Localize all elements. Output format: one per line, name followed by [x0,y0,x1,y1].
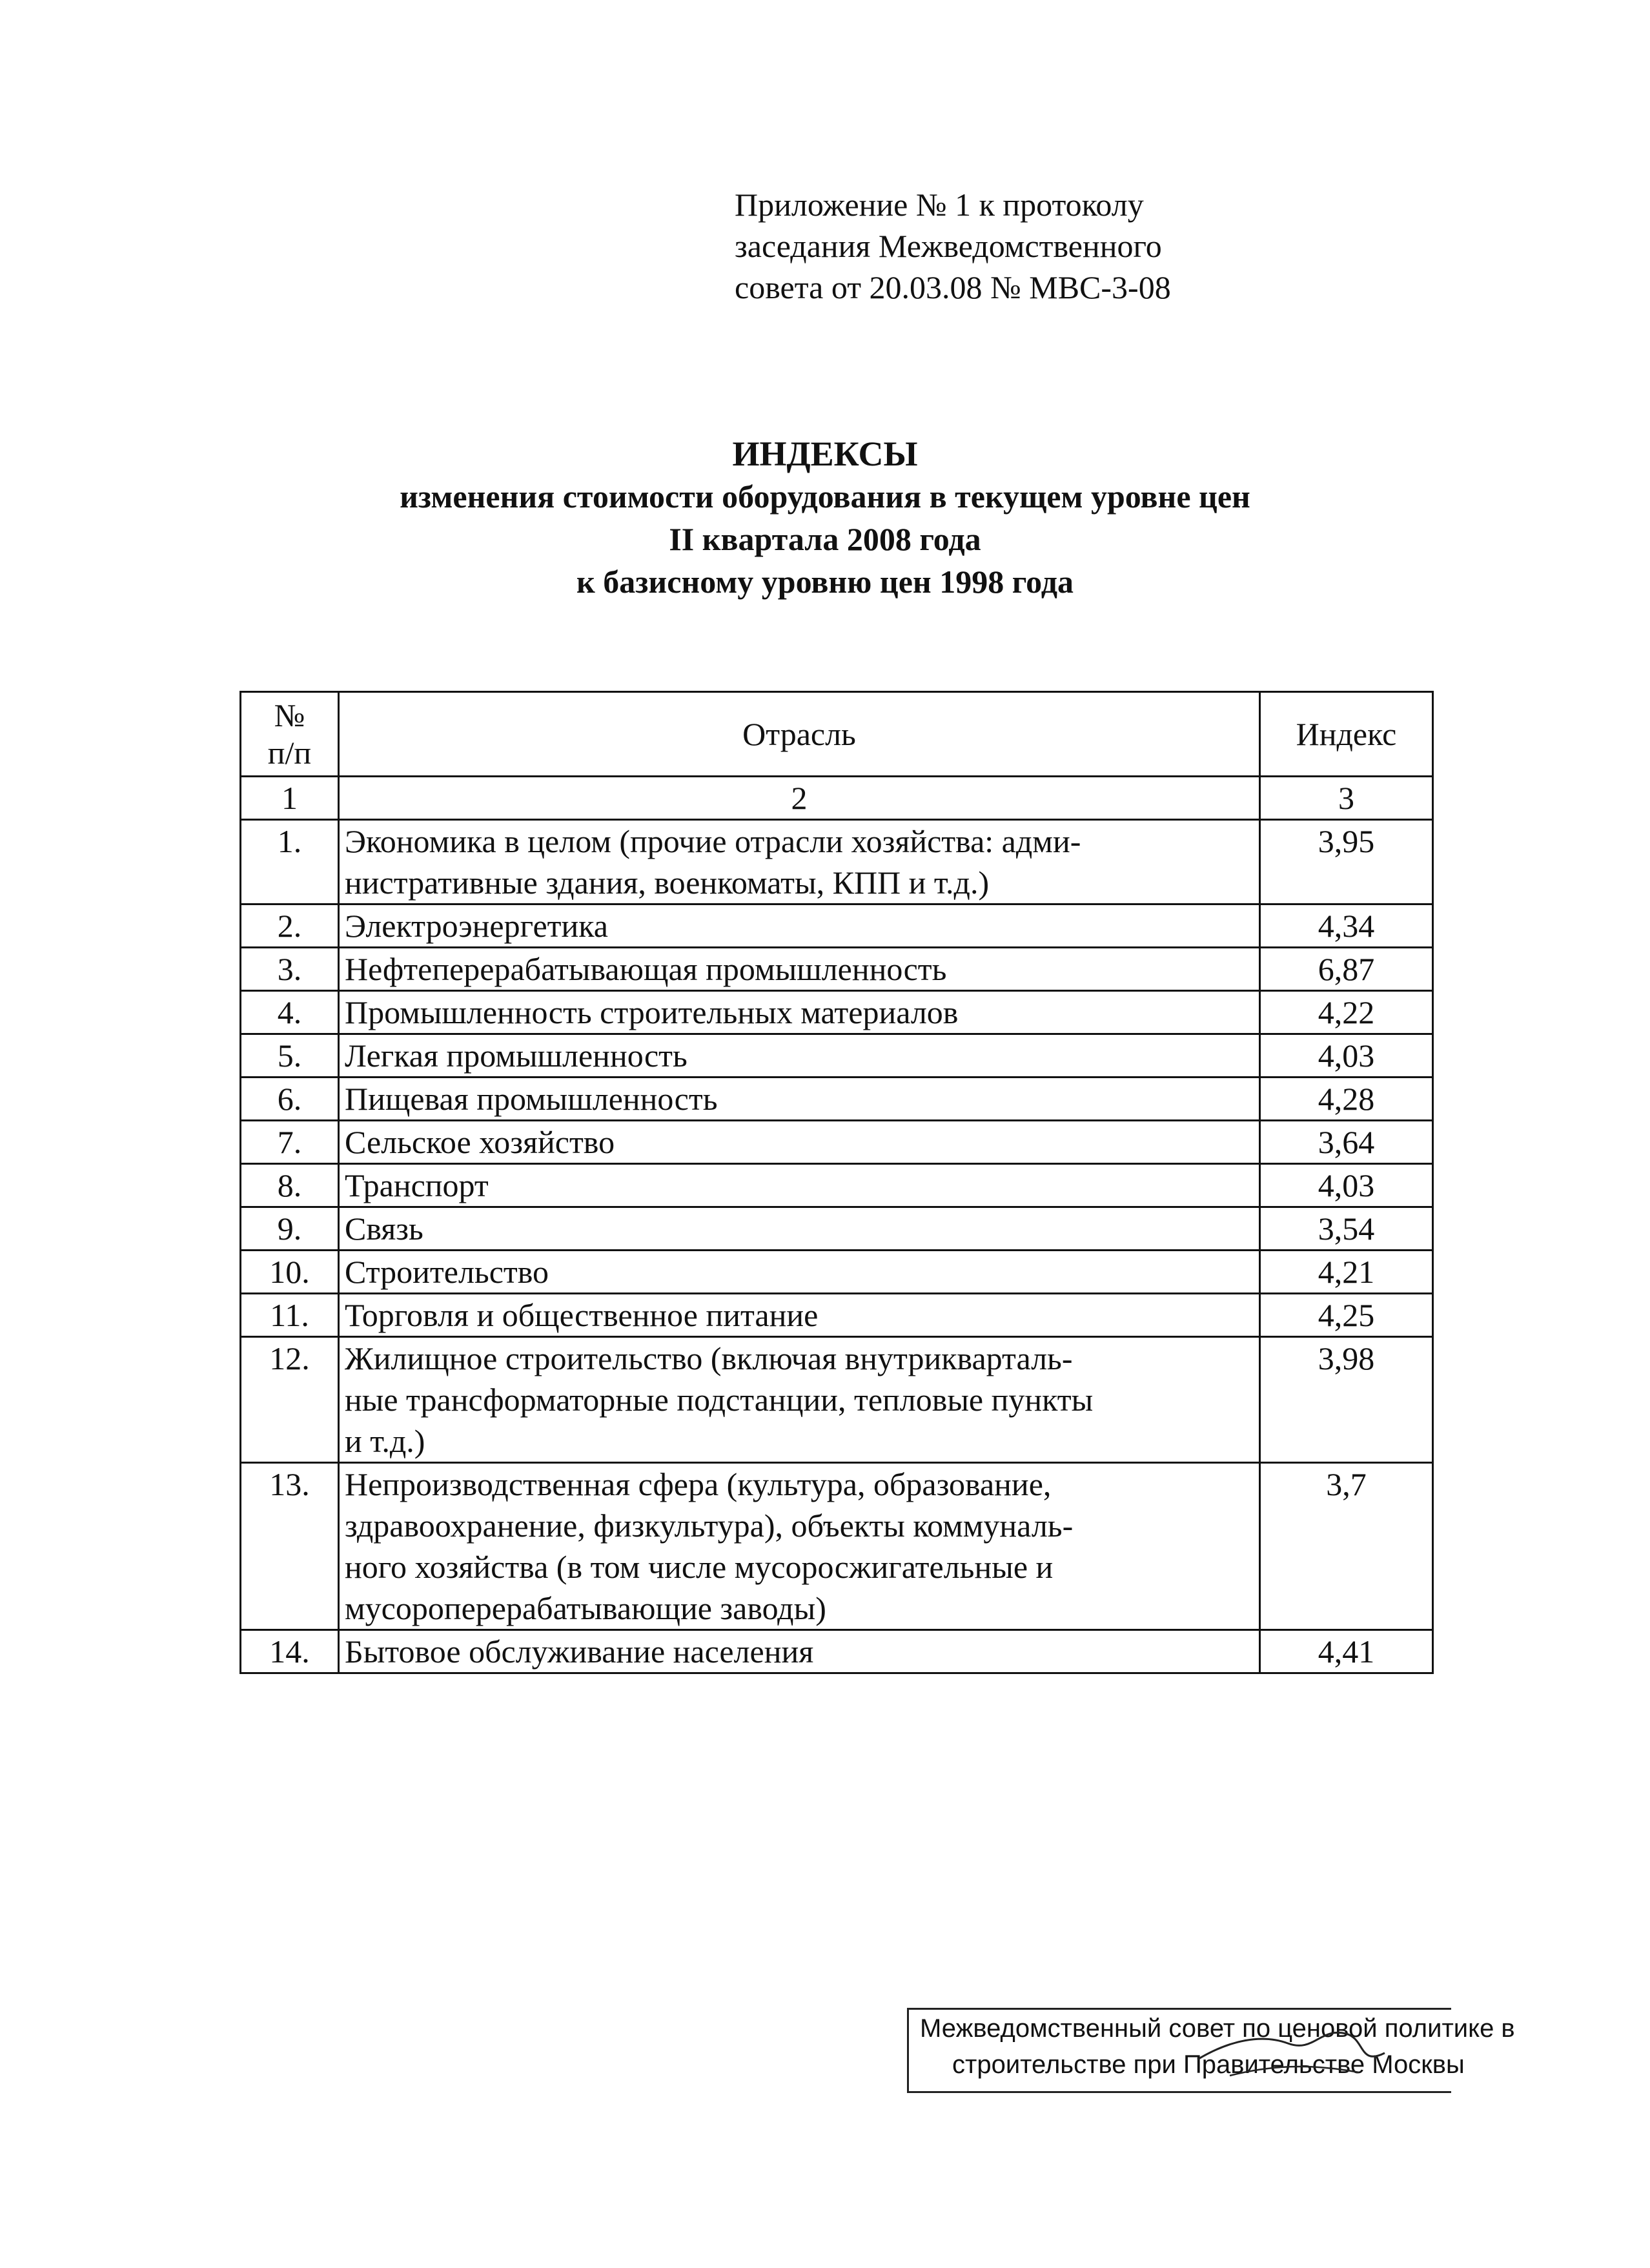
sector-line: Электроэнергетика [345,908,608,944]
title-line: II квартала 2008 года [669,521,981,557]
sector-line: Нефтеперерабатывающая промышленность [345,951,947,987]
row-index: 4,22 [1260,991,1433,1034]
row-index: 4,21 [1260,1251,1433,1294]
sector-line: Торговля и общественное питание [345,1297,819,1333]
index-table [239,691,1434,1674]
row-index: 4,25 [1260,1294,1433,1337]
table-row [241,1034,1433,1078]
title-line: к базисному уровню цен 1998 года [576,564,1074,600]
row-sector [339,948,1260,991]
table-row [241,1294,1433,1337]
row-index: 6,87 [1260,948,1433,991]
sector-line: Связь [345,1211,423,1247]
row-index: 3,95 [1260,820,1433,904]
sector-line: Непроизводственная сфера (культура, образование, [345,1466,1052,1502]
sector-line: Транспорт [345,1167,489,1203]
row-sector [339,1337,1260,1463]
sector-line: ные трансформаторные подстанции, тепловые пункты [345,1382,1094,1418]
appendix-line: заседания Межведомственного [735,228,1162,264]
row-sector [339,1251,1260,1294]
row-sector [339,1078,1260,1121]
column-number: 2 [339,777,1260,820]
row-number: 8. [241,1164,339,1207]
appendix-reference [735,184,1380,308]
header-num-line: п/п [267,735,312,771]
column-number: 1 [241,777,339,820]
header-num [241,692,339,777]
table-row [241,991,1433,1034]
title-main: ИНДЕКСЫ [732,434,918,473]
row-sector [339,1034,1260,1078]
row-index: 4,34 [1260,904,1433,948]
title-line: изменения стоимости оборудования в текущем уровне цен [400,478,1250,515]
table-header-row [241,692,1433,777]
table-row [241,1164,1433,1207]
sector-line: и т.д.) [345,1423,425,1459]
row-sector [339,991,1260,1034]
council-stamp [907,2008,1515,2098]
row-number: 9. [241,1207,339,1251]
row-number: 4. [241,991,339,1034]
row-sector [339,904,1260,948]
row-sector [339,1463,1260,1630]
row-number: 7. [241,1121,339,1164]
row-sector [339,1164,1260,1207]
row-number: 14. [241,1630,339,1673]
row-index: 3,54 [1260,1207,1433,1251]
column-number: 3 [1260,777,1433,820]
row-number: 11. [241,1294,339,1337]
row-index: 3,98 [1260,1337,1433,1463]
row-number: 2. [241,904,339,948]
row-sector [339,820,1260,904]
row-index: 3,64 [1260,1121,1433,1164]
row-number: 12. [241,1337,339,1463]
table-row [241,820,1433,904]
sector-line: здравоохранение, физкультура), объекты коммуналь- [345,1507,1074,1544]
row-index: 3,7 [1260,1463,1433,1630]
row-sector [339,1630,1260,1673]
sector-line: Сельское хозяйство [345,1124,615,1160]
header-index: Индекс [1260,692,1433,777]
table-row [241,904,1433,948]
header-sector: Отрасль [339,692,1260,777]
sector-line: Бытовое обслуживание населения [345,1633,814,1670]
table-row [241,1207,1433,1251]
row-sector [339,1121,1260,1164]
row-sector [339,1207,1260,1251]
column-numbers-row [241,777,1433,820]
row-index: 4,03 [1260,1034,1433,1078]
appendix-line: совета от 20.03.08 № МВС-3-08 [735,269,1171,305]
row-sector [339,1294,1260,1337]
row-number: 1. [241,820,339,904]
table-row [241,1463,1433,1630]
sector-line: ного хозяйства (в том числе мусоросжигательные и [345,1549,1054,1585]
signature-icon [1191,2014,1411,2092]
table-row [241,1630,1433,1673]
sector-line: Жилищное строительство (включая внутрикварталь- [345,1340,1073,1376]
appendix-line: Приложение № 1 к протоколу [735,187,1144,223]
table-row [241,948,1433,991]
document-title [0,433,1650,603]
stamp-line: строительстве при Правительстве Москвы [952,2050,1465,2079]
row-number: 5. [241,1034,339,1078]
sector-line: Экономика в целом (прочие отрасли хозяйства: адми- [345,823,1081,859]
sector-line: Промышленность строительных материалов [345,994,959,1030]
row-number: 6. [241,1078,339,1121]
row-number: 3. [241,948,339,991]
row-index: 4,28 [1260,1078,1433,1121]
table-row [241,1251,1433,1294]
row-index: 4,03 [1260,1164,1433,1207]
row-number: 10. [241,1251,339,1294]
sector-line: Строительство [345,1254,549,1290]
stamp-line: Межведомственный совет по ценовой политике в [920,2014,1515,2043]
table-row [241,1121,1433,1164]
row-number: 13. [241,1463,339,1630]
header-num-line: № [274,697,305,733]
sector-line: Легкая промышленность [345,1037,688,1074]
row-index: 4,41 [1260,1630,1433,1673]
table-row [241,1078,1433,1121]
table-row [241,1337,1433,1463]
sector-line: Пищевая промышленность [345,1081,718,1117]
sector-line: мусороперерабатывающие заводы) [345,1590,826,1626]
sector-line: нистративные здания, военкоматы, КПП и т.д.) [345,864,990,901]
